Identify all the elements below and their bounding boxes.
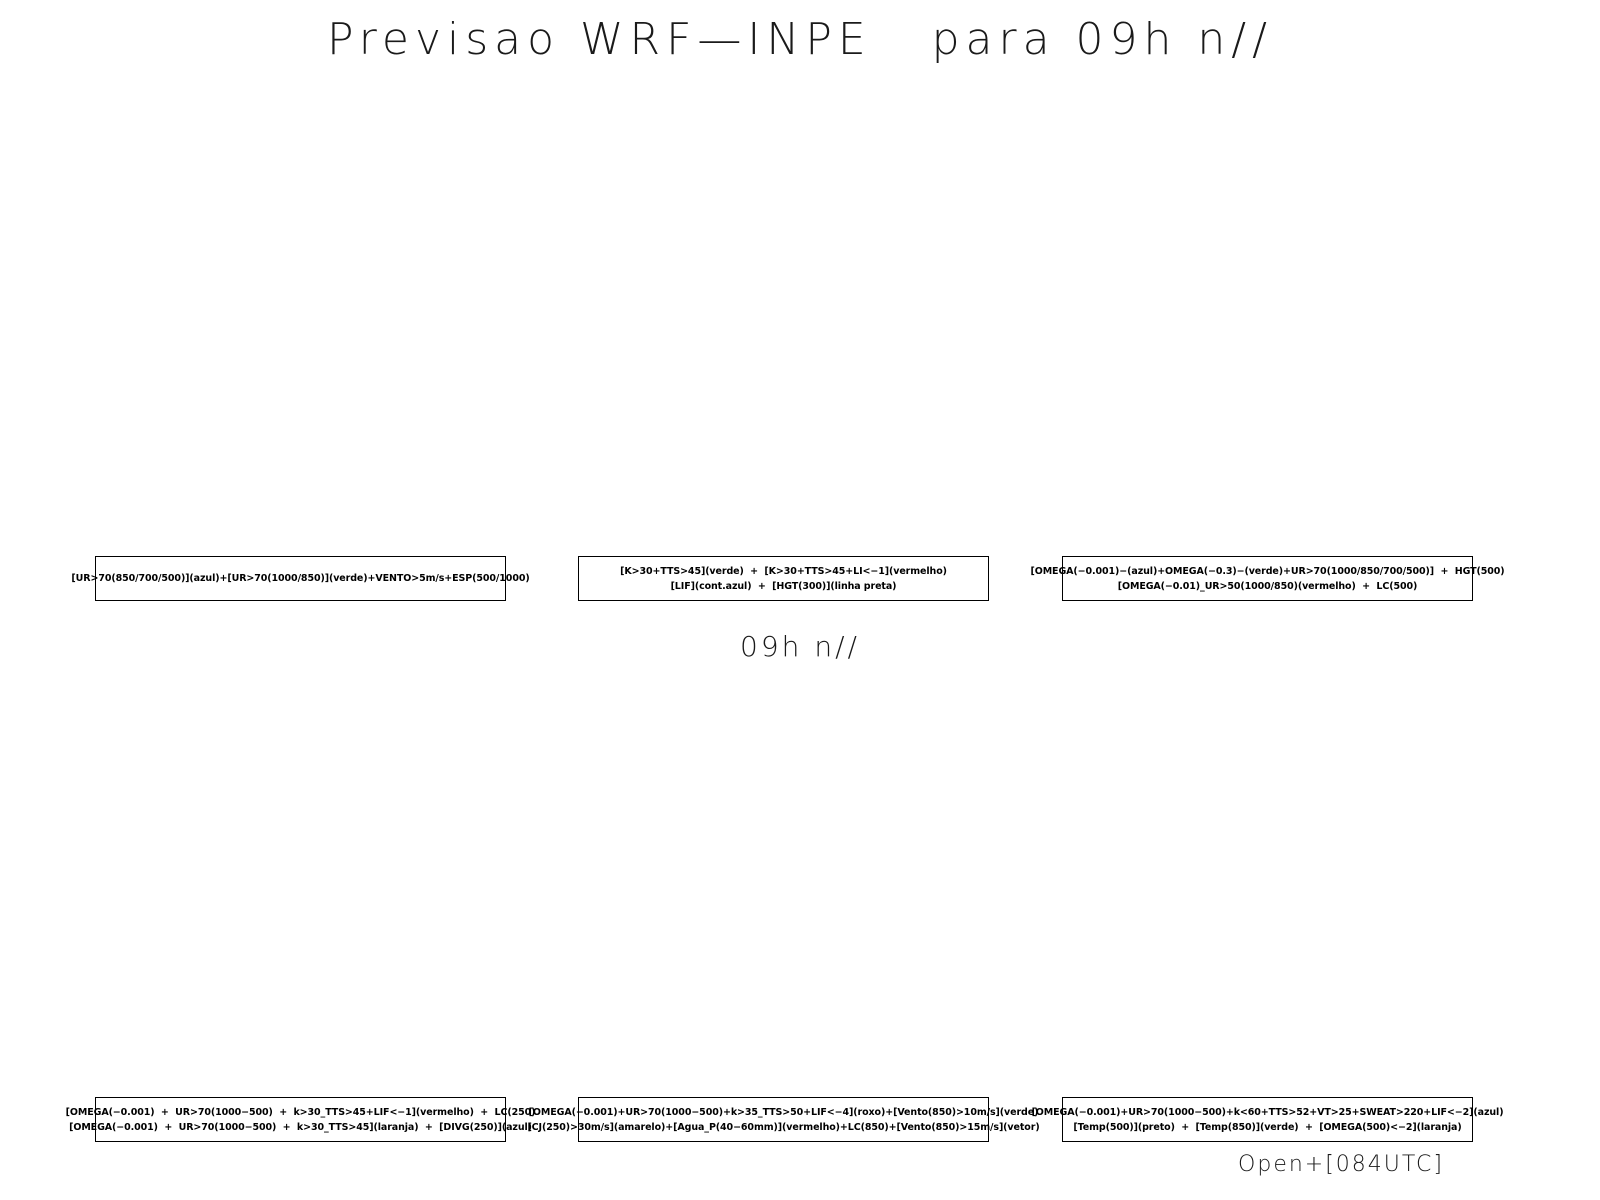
legend-line: [UR>70(850/700/500)](azul)+[UR>70(1000/850)](verde)+VENTO>5m/s+ESP(500/1000) <box>71 573 530 584</box>
legend-box-umidade-relativa-vento-esp <box>71 556 530 601</box>
legend-line: [OMEGA(−0.001) + UR>70(1000−500) + k>30_TTS>45+LIF<−1](vermelho) + LC(250) <box>65 1106 536 1118</box>
map-panel-bottom-right <box>1062 690 1473 1090</box>
page-title: Previsao WRF—INPE para 09h n// <box>327 14 1273 65</box>
legend-line: [Temp(500)](preto) + [Temp(850)](verde) + [OMEGA(500)<−2](laranja) <box>1073 1121 1462 1133</box>
map-panel-top-right <box>1062 110 1473 550</box>
legend-box-omega-ur-k-tts-lif-lc-divg <box>65 1097 536 1142</box>
forecast-time-caption: 09h n// <box>740 630 860 663</box>
open-utc-stamp: Open+[084UTC] <box>1238 1152 1444 1177</box>
legend-box-omega-ur-hgt-lc <box>1030 556 1505 601</box>
legend-line: [OMEGA(−0.001)+UR>70(1000−500)+k>35_TTS>50+LIF<−4](roxo)+[Vento(850)>10m/s](verde) <box>528 1106 1039 1118</box>
legend-line: [OMEGA(−0.01)_UR>50(1000/850)(vermelho) + LC(500) <box>1117 580 1418 592</box>
map-panel-bottom-center <box>578 690 989 1090</box>
legend-line: [OMEGA(−0.001) + UR>70(1000−500) + k>30_TTS>45](laranja) + [DIVG(250)](azul) <box>69 1121 532 1133</box>
map-panel-top-left <box>95 110 506 550</box>
legend-box-omega-ur-k-tts-vt-sweat-lif-temp <box>1031 1097 1504 1142</box>
legend-line: [OMEGA(−0.001)−(azul)+OMEGA(−0.3)−(verde)+UR>70(1000/850/700/500)] + HGT(500) <box>1030 565 1505 577</box>
legend-box-k-tts-lif-hgt <box>578 556 989 601</box>
legend-line: [LIF](cont.azul) + [HGT(300)](linha preta) <box>670 580 897 592</box>
legend-box-omega-ur-k-tts-lif-vento-cj-agua <box>527 1097 1040 1142</box>
legend-line: [K>30+TTS>45](verde) + [K>30+TTS>45+LI<−1](vermelho) <box>620 565 947 577</box>
map-panel-bottom-left <box>95 690 506 1090</box>
legend-line: [CJ(250)>30m/s](amarelo)+[Agua_P(40−60mm)](vermelho)+LC(850)+[Vento(850)>15m/s](vetor) <box>527 1121 1040 1133</box>
legend-line: [OMEGA(−0.001)+UR>70(1000−500)+k<60+TTS>52+VT>25+SWEAT>220+LIF<−2](azul) <box>1031 1106 1504 1118</box>
map-panel-top-center <box>578 110 989 550</box>
